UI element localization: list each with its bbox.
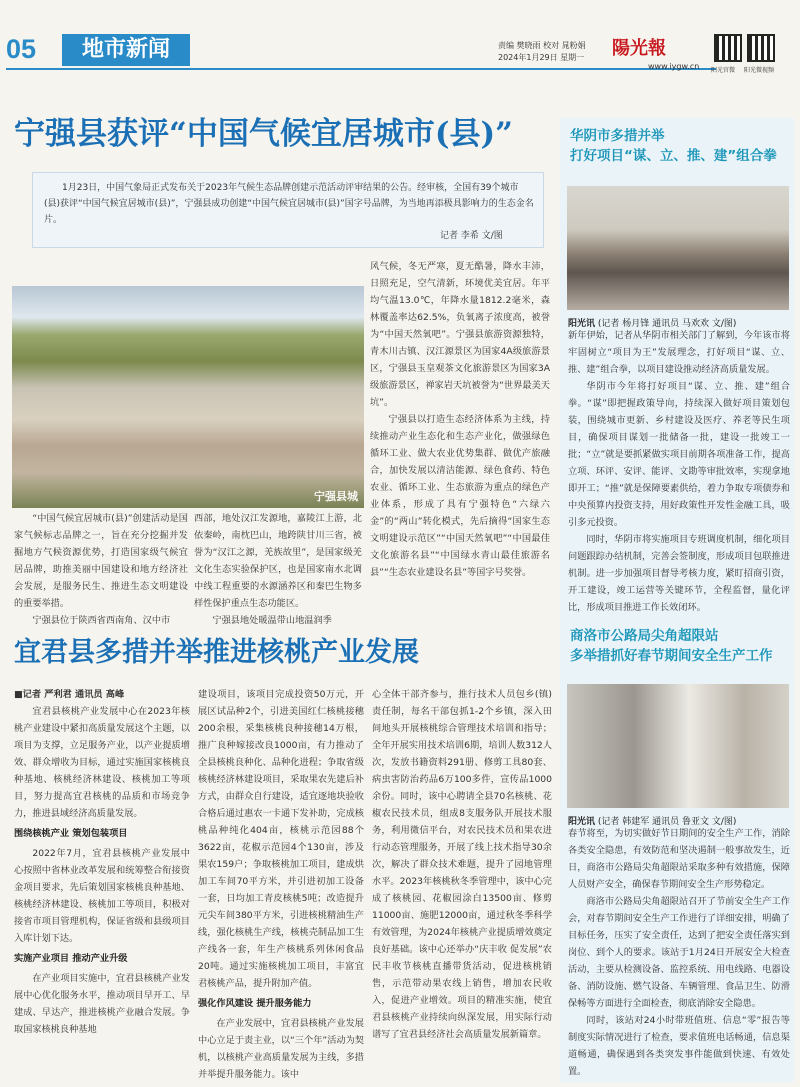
subheading: 围绕核桃产业 策划包装项目 — [14, 828, 128, 839]
paragraph: 宁强县地处暖温带山地温润季 — [212, 615, 332, 626]
headline-line: 多举措抓好春节期间安全生产工作 — [570, 648, 773, 664]
paragraph: 心全体干部齐参与，推行技术人员包乡(镇)责任制，每名干部包抓1-2个乡镇，深入田间地头开展核桃综合管理技术培训和指导；全年开展实用技术培训6期，培训人数312人次，发放书籍资料291册、修剪工具80套、病虫害防治药品6万100多件，宣传品1000余份。同时，该中心聘请全县70名核桃、花椒农民技术员，组成8支服务队开展技术服务，利用微信平台，对农民技术员和果农进行动态管理服务，开展了线上技术指导30余次，解决了群众技术难题，提升了园地管理水平。2023年核桃秋冬季管理中，该中心完成了核桃园、花椒园涂白13500亩、修剪11000亩、施肥12000亩，通过秋冬季科学有效管理，为2024年核桃产业提质增效奠定良好基础。该中心还举办“庆丰收 促发展”农民丰收节核桃直播带货活动，促进核桃销售，示范带动果农线上销售，增加农民收入，促进产业增效。项目的精准实施，使宜君县核桃产业持续向纵深发展，用实际行动谱写了宜君县经济社会高质量发展新篇章。 — [372, 689, 552, 1040]
subheading: 实施产业项目 推动产业升级 — [14, 953, 128, 964]
meeting-photo — [567, 186, 789, 310]
page-number: 05 — [6, 34, 37, 64]
byline-credit: (记者 韩建军 通讯员 鲁亚文 文/图) — [597, 817, 737, 827]
headline-line: 商洛市公路局尖角超限站 — [570, 628, 719, 644]
headline-line: 打好项目“谋、立、推、建”组合拳 — [570, 148, 777, 164]
photo-caption: 宁强县城 — [314, 490, 358, 503]
paragraph: 同时，华阴市将实施项目专班调度机制，细化项目问题跟踪办结机制，完善会签制度，形成项目包联推进机制。进一步加强项目督导考核力度，紧盯招商引资，开工建设，竣工运营等关键环节，全程监督，量化评比，形成项目推进工作长效闭环。 — [568, 534, 790, 613]
article-column — [370, 258, 550, 581]
paragraph: 在产业项目实施中，宜君县核桃产业发展中心优化服务水平，推动项目早开工、早建成、早达产，推进核桃产业融合发展。争取国家核桃良种基地 — [14, 973, 190, 1035]
website-url[interactable]: www.iygw.cn — [648, 62, 700, 71]
sidebar-article — [568, 825, 790, 1080]
paragraph: 华阴市今年将打好项目“谋、立、推、建”组合拳。“谋”即把握政策导向，持续深入做好项目策划包装，围绕城市更新、乡村建设及医疗、养老等民生项目，确保项目谋划一批储备一批，建设一批竣工一批；“立”就是要抓紧做实项目前期各项准备工作，提高立项、环评、安评、能评、文勘等审批效率，实现拿地即开工；“推”就是保障要素供给，着力争取专项债券和中央预算内投资支持，用好政策性开发性金融工具，吸引多元投资。 — [568, 381, 790, 528]
issue-date: 2024年1月29日 星期一 — [498, 53, 585, 62]
paragraph: 宁强县位于陕西省西南角、汉中市 — [32, 615, 171, 626]
header-meta — [498, 40, 586, 64]
article-column — [198, 686, 364, 1083]
paragraph: 同时，该站对24小时带班值班、信息“零”报告等制度实际情况进行了检查，要求值班电话畅通，信息渠道畅通，确保遇到各类突发事件能做到快速、有效处置。 — [568, 1015, 790, 1077]
article-column — [372, 686, 552, 1043]
inspection-photo — [567, 684, 789, 808]
paragraph: 西部，地处汉江发源地，嘉陵江上游，北依秦岭，南枕巴山，地跨陕甘川三省，被誉为“汉江之源，羌族故里”，是国家级羌文化生态实验保护区，也是国家南水北调中线工程重要的水源涵养区和秦巴生物多样性保护重点生态功能区。 — [194, 513, 362, 609]
article-headline[interactable]: 宁强县获评“中国气候宜居城市(县)” — [14, 116, 513, 152]
byline-lead: 阳光讯 — [568, 319, 596, 329]
qr-caption: 阳光官微 — [711, 67, 736, 74]
subheading: 强化作风建设 提升服务能力 — [198, 998, 312, 1009]
article-column — [14, 510, 188, 629]
byline-credit: (记者 杨月锋 通讯员 马欢欢 文/图) — [597, 319, 737, 329]
sidebar-headline[interactable] — [570, 626, 773, 666]
article-column — [194, 510, 362, 629]
paragraph: 在产业发展中，宜君县核桃产业发展中心立足于责主业，以“三个年”活动为契机，以核桃产业高质量发展为主线，多措并举提升服务能力。该中 — [198, 1018, 364, 1080]
paragraph: “中国气候宜居城市(县)”创建活动是国家气候标志品牌之一，旨在充分挖掘并发掘地方气候资源优势，打造国家级气候宜居品牌，助推美丽中国建设和地方经济社会发展，是服务民生、推进生态文明建设的重要举措。 — [14, 513, 188, 609]
lead-paragraph: 1月23日，中国气象局正式发布关于2023年气候生态品牌创建示范活动评审结果的公告。经审核，全国有39个城市(县)获评“中国气候宜居城市(县)”，宁强县成功创建“中国气候宜居城市(县)”国字号品牌，为当地再添极具影响力的生态金名片。 — [44, 183, 534, 225]
paragraph: 春节将至，为切实做好节日期间的安全生产工作，消除各类安全隐患，有效防范和坚决遏制一般事故发生，近日，商洛市公路局尖角超限站采取多种有效措施，保障人员财产安全，确保春节期间安全生产形势稳定。 — [568, 828, 790, 890]
paragraph: 宜君县核桃产业发展中心在2023年核桃产业建设中紧扣高质量发展这个主题，以项目为支撑，立足服务产业，以产业提质增效、群众增收为目标，通过实施国家核桃良种基地、核桃经济林建设、核桃加工等项目，努力提高宜君核桃的品质和市场竞争力，推进县域经济高质量发展。 — [14, 706, 190, 819]
paragraph: 新年伊始，记者从华阴市相关部门了解到，今年该市将牢固树立“项目为王”发展理念，打好项目“谋、立、推、建”组合拳，以项目建设推动经济高质量发展。 — [568, 330, 790, 375]
paragraph: 建设项目，该项目完成投资50万元，开展区试品种2个，引进美国红仁核桃接穗200余根，采集核桃良种接穗14万根，推广良种嫁接改良1000亩，有力推动了全县核桃良种化、品种化进程；争取省级核桃经济林建设项目，采取果农先建后补方式，由群众自行建设，适宜逐地块验收合格后通过惠农一卡通下发补助，完成核桃品种纯化404亩，核桃示范园88个3622亩，花椒示范园4个130亩，涉及果农159户；争取核桃加工项目，建成烘加工车间70平方米，并引进初加工设备一套，日均加工青皮核桃5吨；改造提升元尖车间380平方米，引进核桃精油生产线，强化核桃生产线，核桃壳制品加工生产线各一套，年生产核桃系列休闲食品20吨。通过实施核桃加工项目，丰富宜君核桃产品，提升附加产值。 — [198, 689, 364, 989]
article-column — [14, 686, 190, 1038]
town-photo — [12, 286, 364, 508]
byline-lead: 阳光讯 — [568, 817, 596, 827]
sidebar-headline[interactable] — [570, 126, 777, 166]
paragraph: 2022年7月，宜君县核桃产业发展中心按照中省林业改革发展和统筹整合衔接资金项目要求，先后策划国家核桃良种基地、核桃经济林建设、核桃加工等项目，积极对接省市项目管理机构，保证省级和县级项目入库计划下达。 — [14, 848, 190, 944]
section-title: 地市新闻 — [62, 34, 190, 66]
paragraph: 商洛市公路局尖角超限站召开了节前安全生产工作会，对春节期间安全生产工作进行了详细安排，明确了目标任务，压实了安全责任，达到了把安全责任落实到岗位、到个人的要求。该站于1月24日开展安全大检查活动，主要从检测设备、监控系统、用电线路、电器设备、消防设施、燃气设备、车辆管理、食品卫生、防滑保畅等方面进行全面检查，彻底消除安全隐患。 — [568, 896, 790, 1009]
author-credit: 记者 李希 文/图 — [440, 231, 503, 241]
header-divider — [6, 68, 716, 70]
paragraph: 风气候，冬无严寒，夏无酷暑，降水丰沛，日照充足，空气清新，环境优美宜居。年平均气温13.0℃，年降水量1812.2毫米，森林覆盖率达62.5%，负氧离子浓度高，被誉为“中国天然氧吧”。宁强县旅游资源独特，青木川古镇、汉江源景区为国家4A级旅游景区，宁强县玉皇观茶文化旅游景区为国家3A级旅游景区，禅家岩天坑被誉为“世界最美天坑”。 — [370, 261, 550, 408]
qr-caption: 阳光微视频 — [744, 67, 775, 74]
newspaper-logo: 陽光報 — [612, 38, 666, 59]
qr-code-icon[interactable] — [747, 34, 775, 62]
sidebar-article — [568, 327, 790, 616]
editors-credit: 责编 樊晓雨 校对 晁粉娟 — [498, 41, 586, 50]
byline: ■记者 严利君 通讯员 高峰 — [14, 689, 125, 700]
headline-line: 华阴市多措并举 — [570, 128, 665, 144]
qr-code-icon[interactable] — [714, 34, 742, 62]
paragraph: 宁强县以打造生态经济体系为主线，持续推动产业生态化和生态产业化，做强绿色循环工业、做大农业优势集群、做优产旅融合，加快发展以清洁能源、绿色食药、特色农业、循环工业、生态旅游为重点的绿色产业体系，形成了具有宁强特色“六绿六金”的“两山”转化模式，先后摘得“国家生态文明建设示范区”“中国天然氧吧”“中国最佳文化旅游名县”“中国绿水青山最佳旅游名县”“生态农业建设名县”等国字号奖誉。 — [370, 414, 550, 578]
article-headline[interactable]: 宜君县多措并举推进核桃产业发展 — [14, 637, 419, 668]
